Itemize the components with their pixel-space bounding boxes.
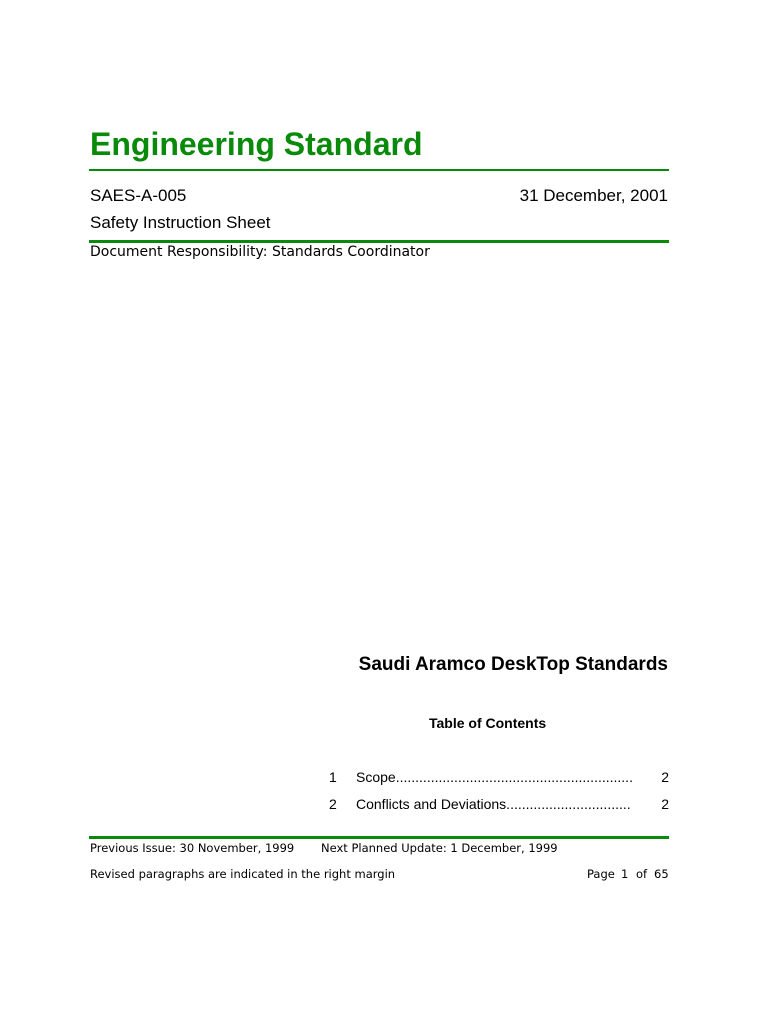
next-planned-update: Next Planned Update: 1 December, 1999: [321, 841, 558, 855]
toc-entry-text: Conflicts and Deviations................................: [356, 796, 631, 812]
page-number: 1: [621, 867, 629, 881]
page-total: 65: [654, 867, 669, 881]
toc-entry-page: 2: [661, 769, 669, 785]
toc-heading: Table of Contents: [429, 715, 547, 731]
toc-entry-page: 2: [661, 796, 669, 812]
revised-paragraphs-note: Revised paragraphs are indicated in the right margin: [90, 867, 396, 881]
title-divider: [89, 169, 669, 171]
toc-entry[interactable]: [329, 769, 669, 789]
footer-divider: [89, 836, 669, 839]
toc-entry-number: 2: [329, 796, 337, 812]
document-responsibility: Document Responsibility: Standards Coordinator: [90, 244, 430, 260]
toc-entry-text: Scope.............................................................: [356, 769, 633, 785]
header-divider: [89, 240, 669, 243]
collection-title: Saudi Aramco DeskTop Standards: [358, 654, 668, 675]
previous-issue: Previous Issue: 30 November, 1999: [90, 841, 295, 855]
document-title: Safety Instruction Sheet: [90, 213, 271, 232]
document-date: 31 December, 2001: [519, 186, 668, 205]
toc-entry[interactable]: [329, 796, 669, 816]
page-label: Page: [587, 867, 615, 881]
page-of-label: of: [636, 867, 648, 881]
document-type-title: Engineering Standard: [90, 126, 423, 162]
document-number: SAES-A-005: [90, 186, 187, 205]
toc-entry-number: 1: [329, 769, 337, 785]
